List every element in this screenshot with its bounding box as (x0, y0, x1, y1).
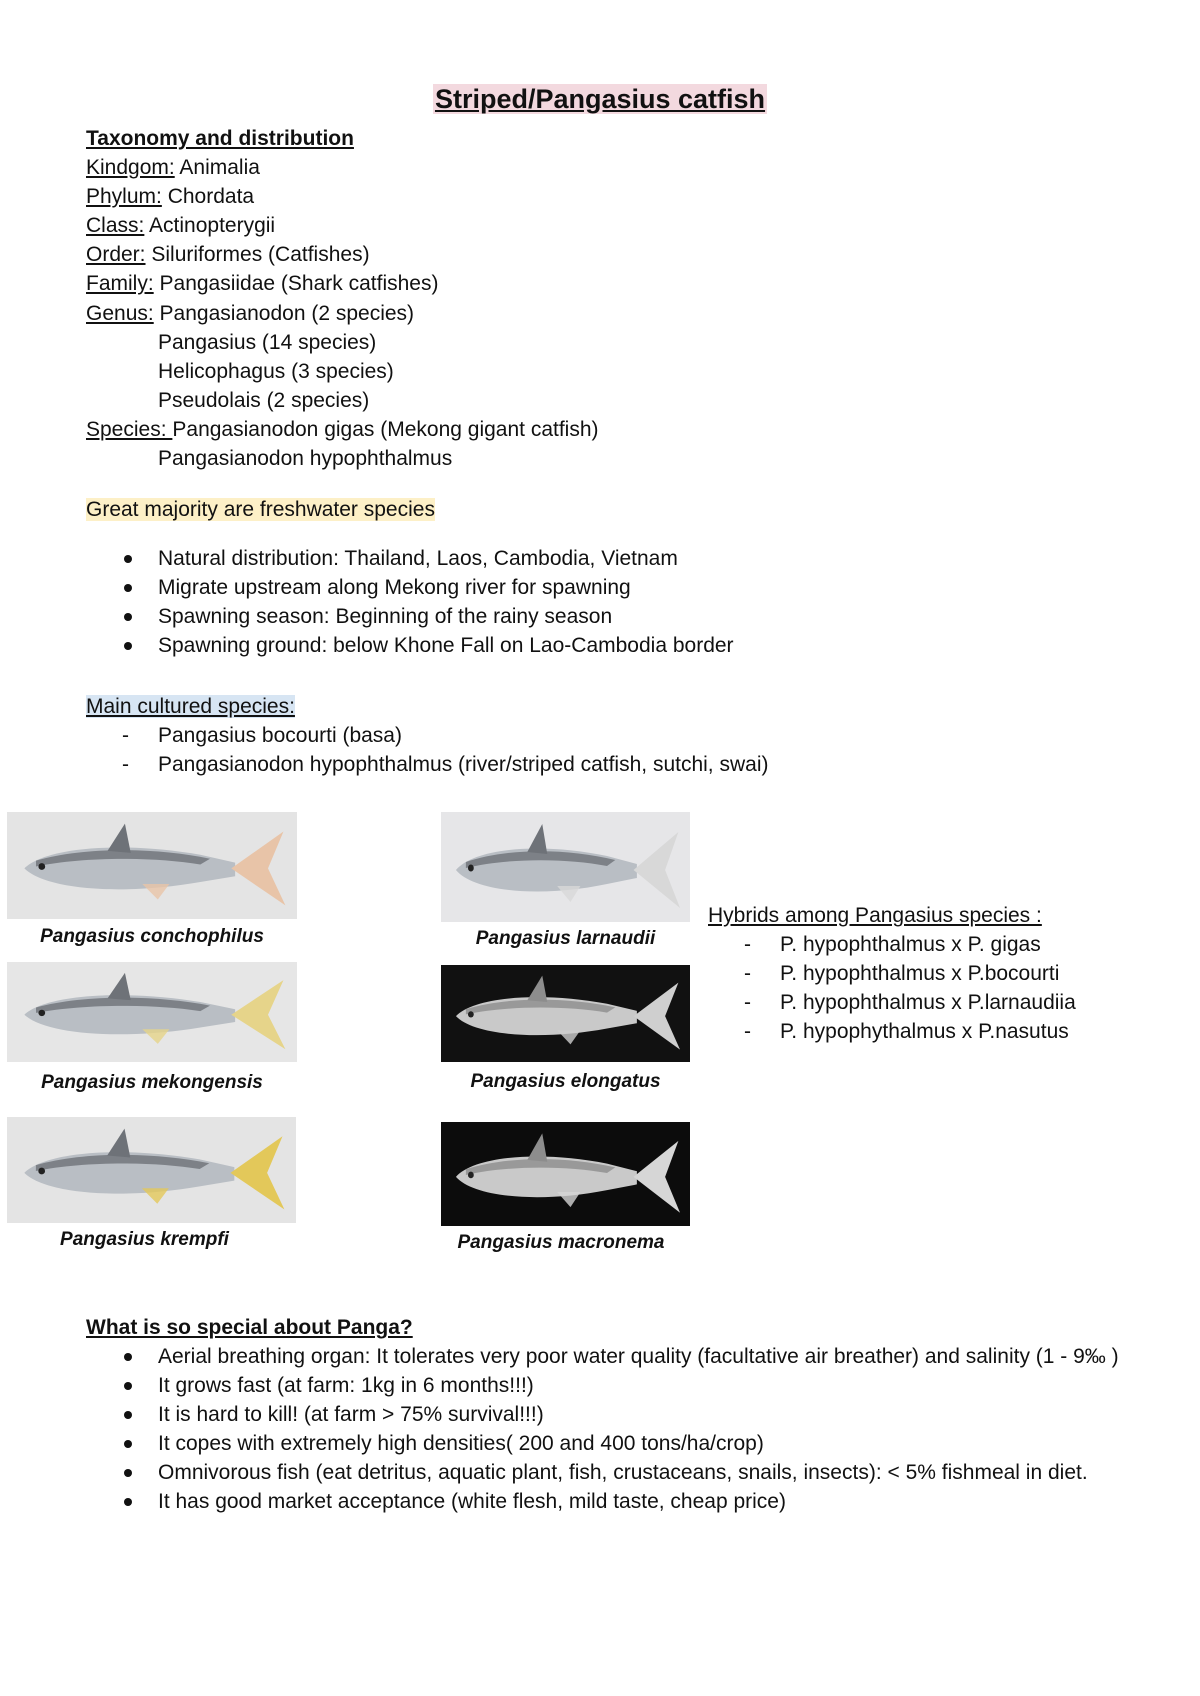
family-value: Pangasiidae (Shark catfishes) (153, 272, 439, 295)
list-item: Spawning ground: below Khone Fall on Lao-Cambodia border (86, 631, 734, 660)
species-label: Species: (86, 418, 173, 441)
list-item: - P. hypophythalmus x P.nasutus (708, 1017, 1076, 1046)
list-item: - P. hypophthalmus x P.larnaudiia (708, 988, 1076, 1017)
taxonomy-heading: Taxonomy and distribution (86, 127, 354, 150)
fish-photo (441, 1122, 690, 1226)
list-item: It grows fast (at farm: 1kg in 6 months!!!) (86, 1371, 1126, 1400)
special-heading: What is so special about Panga? (86, 1316, 413, 1339)
fish-photo (441, 965, 690, 1062)
fish-caption: Pangasius macronema (457, 1232, 665, 1253)
page-title: Striped/Pangasius catfish (434, 84, 766, 114)
genus-item: Pseudolais (2 species) (158, 389, 370, 412)
genus-item: Helicophagus (3 species) (158, 360, 394, 383)
class-row (86, 211, 275, 240)
fish-caption: Pangasius elongatus (470, 1071, 661, 1092)
phylum-label: Phylum: (86, 185, 162, 208)
genus-item: Pangasius (14 species) (158, 331, 377, 354)
list-item: Aerial breathing organ: It tolerates very poor water quality (facultative air breather) and salinity (1 - 9‰ ) (86, 1342, 1126, 1371)
kingdom-label: Kindgom: (86, 156, 175, 179)
kingdom-row (86, 153, 260, 182)
order-label: Order: (86, 243, 146, 266)
family-label: Family: (86, 272, 154, 295)
fish-photo (7, 962, 297, 1062)
list-item: It copes with extremely high densities( 200 and 400 tons/ha/crop) (86, 1429, 1126, 1458)
fish-caption: Pangasius conchophilus (40, 926, 264, 947)
order-value: Siluriformes (Catfishes) (145, 243, 370, 266)
list-item: - Pangasianodon hypophthalmus (river/striped catfish, sutchi, swai) (86, 750, 768, 779)
fish-photo (441, 812, 690, 922)
hybrids-list (708, 930, 1076, 1046)
fish-caption: Pangasius mekongensis (41, 1072, 263, 1093)
list-item: It has good market acceptance (white flesh, mild taste, cheap price) (86, 1487, 1126, 1516)
list-item: Spawning season: Beginning of the rainy season (86, 602, 734, 631)
kingdom-value: Animalia (174, 156, 260, 179)
genus-row (86, 299, 414, 328)
family-row (86, 269, 438, 298)
hybrids-heading-text: Hybrids among Pangasius species : (708, 904, 1042, 927)
distribution-list (86, 544, 734, 660)
list-item: - P. hypophthalmus x P. gigas (708, 930, 1076, 959)
phylum-value: Chordata (161, 185, 255, 208)
genus-label: Genus: (86, 302, 154, 325)
list-item: Omnivorous fish (eat detritus, aquatic plant, fish, crustaceans, snails, insects): < 5% fishmeal in diet. (86, 1458, 1126, 1487)
list-item: - P. hypophthalmus x P.bocourti (708, 959, 1076, 988)
freshwater-note (86, 495, 435, 524)
class-value: Actinopterygii (144, 214, 276, 237)
order-row (86, 240, 370, 269)
genus-value: Pangasianodon (2 species) (153, 302, 415, 325)
cultured-heading-text: Main cultured species: (86, 695, 295, 718)
list-item: It is hard to kill! (at farm > 75% survival!!!) (86, 1400, 1126, 1429)
freshwater-note-text: Great majority are freshwater species (86, 498, 435, 521)
species-row (86, 415, 599, 444)
list-item: - Pangasius bocourti (basa) (86, 721, 768, 750)
fish-photo (7, 812, 297, 919)
fish-caption: Pangasius krempfi (60, 1229, 229, 1250)
fish-caption: Pangasius larnaudii (475, 928, 656, 949)
species-value: Pangasianodon gigas (Mekong gigant catfish) (172, 418, 599, 441)
list-item: Natural distribution: Thailand, Laos, Cambodia, Vietnam (86, 544, 734, 573)
special-list (86, 1342, 1126, 1516)
class-label: Class: (86, 214, 145, 237)
cultured-heading (86, 692, 295, 721)
list-item: Migrate upstream along Mekong river for spawning (86, 573, 734, 602)
species-item: Pangasianodon hypophthalmus (158, 447, 453, 470)
cultured-list (86, 721, 768, 779)
hybrids-heading (708, 901, 1042, 930)
phylum-row (86, 182, 254, 211)
fish-photo (7, 1117, 296, 1223)
